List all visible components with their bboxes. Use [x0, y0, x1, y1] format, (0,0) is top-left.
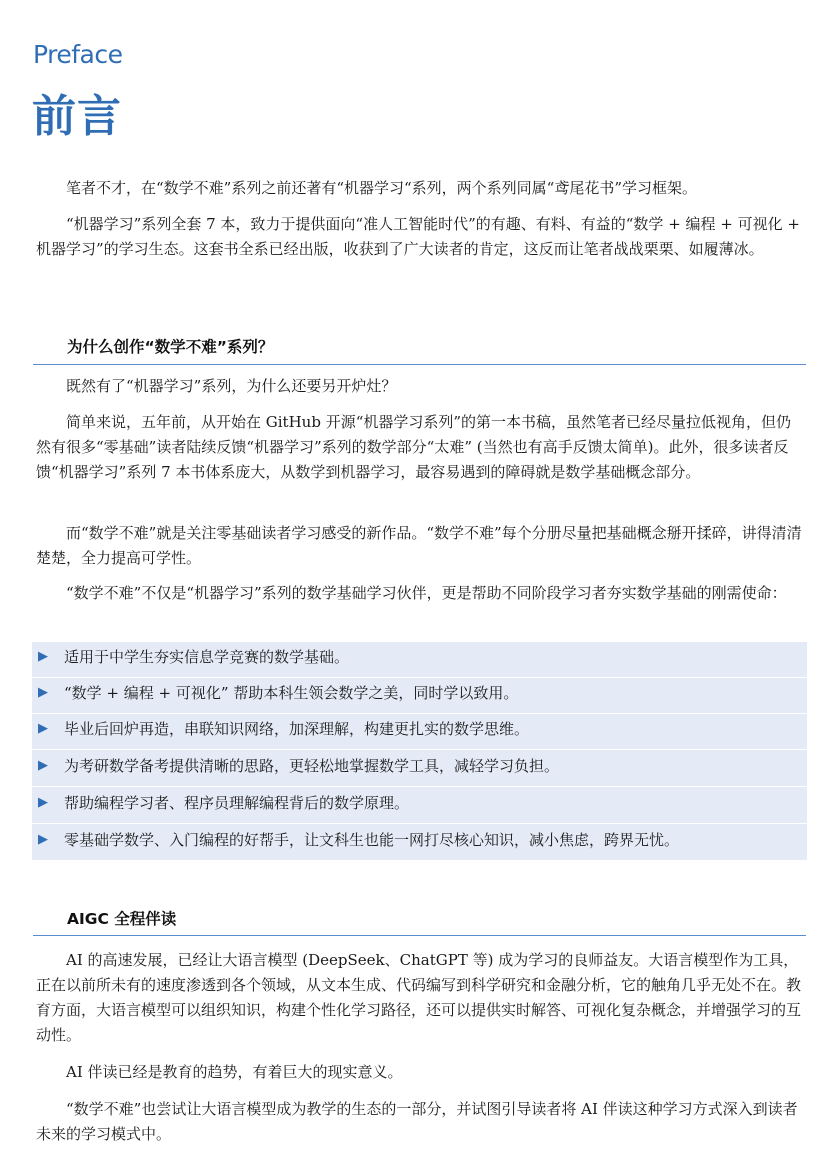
- triangle-right-icon: ▶: [38, 721, 48, 736]
- list-divider: [32, 823, 807, 824]
- list-item-text: 帮助编程学习者、程序员理解编程背后的数学原理。: [64, 794, 410, 812]
- list-item-text: 零基础学数学、入门编程的好帮手，让文科生也能一网打尽核心知识，减小焦虑，跨界无忧。: [64, 831, 680, 849]
- page-title-en: Preface: [33, 40, 123, 69]
- list-item-text: “数学 + 编程 + 可视化” 帮助本科生领会数学之美，同时学以致用。: [64, 684, 519, 702]
- triangle-right-icon: ▶: [38, 832, 48, 847]
- intro-paragraph-2: “机器学习”系列全套 7 本，致力于提供面向“准人工智能时代”的有趣、有料、有益的“数学 + 编程 + 可视化 + 机器学习”的学习生态。这套书全系已经出版，收获到了广大读者的肯定，这反而让笔者战战栗栗、如履薄冰。: [36, 215, 800, 258]
- section2-paragraph-2: AI 伴读已经是教育的趋势，有着巨大的现实意义。: [66, 1063, 403, 1081]
- list-item-text: 适用于中学生夯实信息学竞赛的数学基础。: [64, 648, 350, 666]
- triangle-right-icon: ▶: [38, 795, 48, 810]
- section1-paragraph-2: 简单来说，五年前，从开始在 GitHub 开源“机器学习系列”的第一本书稿，虽然笔者已经尽量拉低视角，但仍然有很多“零基础”读者陆续反馈“机器学习”系列的数学部分“太难” (当然也有高手反馈太简单)。此外，很多读者反馈“机器学习”系列 7 本书体系庞大，从数学到机器学习，最容易遇到的障碍就是数学基础概念部分。: [36, 413, 792, 481]
- bullet-list: [32, 642, 807, 860]
- section-heading-why: 为什么创作“数学不难”系列？: [67, 338, 274, 356]
- section-heading-aigc: AIGC 全程伴读: [67, 910, 177, 928]
- intro-paragraph-1: 笔者不才，在“数学不难”系列之前还著有“机器学习“系列，两个系列同属“鸢尾花书”学习框架。: [66, 179, 698, 197]
- triangle-right-icon: ▶: [38, 649, 48, 664]
- list-item: [32, 788, 807, 818]
- list-item: [32, 751, 807, 781]
- triangle-right-icon: ▶: [38, 758, 48, 773]
- list-item-text: 为考研数学备考提供清晰的思路，更轻松地掌握数学工具，减轻学习负担。: [64, 757, 560, 775]
- section1-paragraph-4: “数学不难”不仅是“机器学习”系列的数学基础学习伙伴，更是帮助不同阶段学习者夯实数学基础的刚需使命：: [66, 584, 787, 602]
- section1-paragraph-1: 既然有了“机器学习”系列，为什么还要另开炉灶？: [66, 377, 397, 395]
- section2-paragraph-3: “数学不难”也尝试让大语言模型成为教学的生态的一部分，并试图引导读者将 AI 伴读这种学习方式深入到读者未来的学习模式中。: [36, 1100, 798, 1143]
- section-divider: [33, 364, 806, 365]
- section1-paragraph-3: 而“数学不难”就是关注零基础读者学习感受的新作品。“数学不难”每个分册尽量把基础概念掰开揉碎，讲得清清楚楚，全力提高可学性。: [36, 524, 802, 567]
- list-item: [32, 714, 807, 744]
- page-title-cn: 前言: [32, 91, 122, 142]
- list-divider: [32, 749, 807, 750]
- section-divider: [33, 935, 806, 936]
- triangle-right-icon: ▶: [38, 685, 48, 700]
- list-item-text: 毕业后回炉再造，串联知识网络，加深理解，构建更扎实的数学思维。: [64, 720, 530, 738]
- list-item: [32, 825, 807, 855]
- list-item: [32, 642, 807, 672]
- list-item: [32, 678, 807, 708]
- list-divider: [32, 786, 807, 787]
- section2-paragraph-1: AI 的高速发展，已经让大语言模型 (DeepSeek、ChatGPT 等) 成为学习的良师益友。大语言模型作为工具，正在以前所未有的速度渗透到各个领域，从文本生成、代码编写到科学研究和金融分析，它的触角几乎无处不在。教育方面，大语言模型可以组织知识，构建个性化学习路径，还可以提供实时解答、可视化复杂概念，并增强学习的互动性。: [36, 951, 802, 1044]
